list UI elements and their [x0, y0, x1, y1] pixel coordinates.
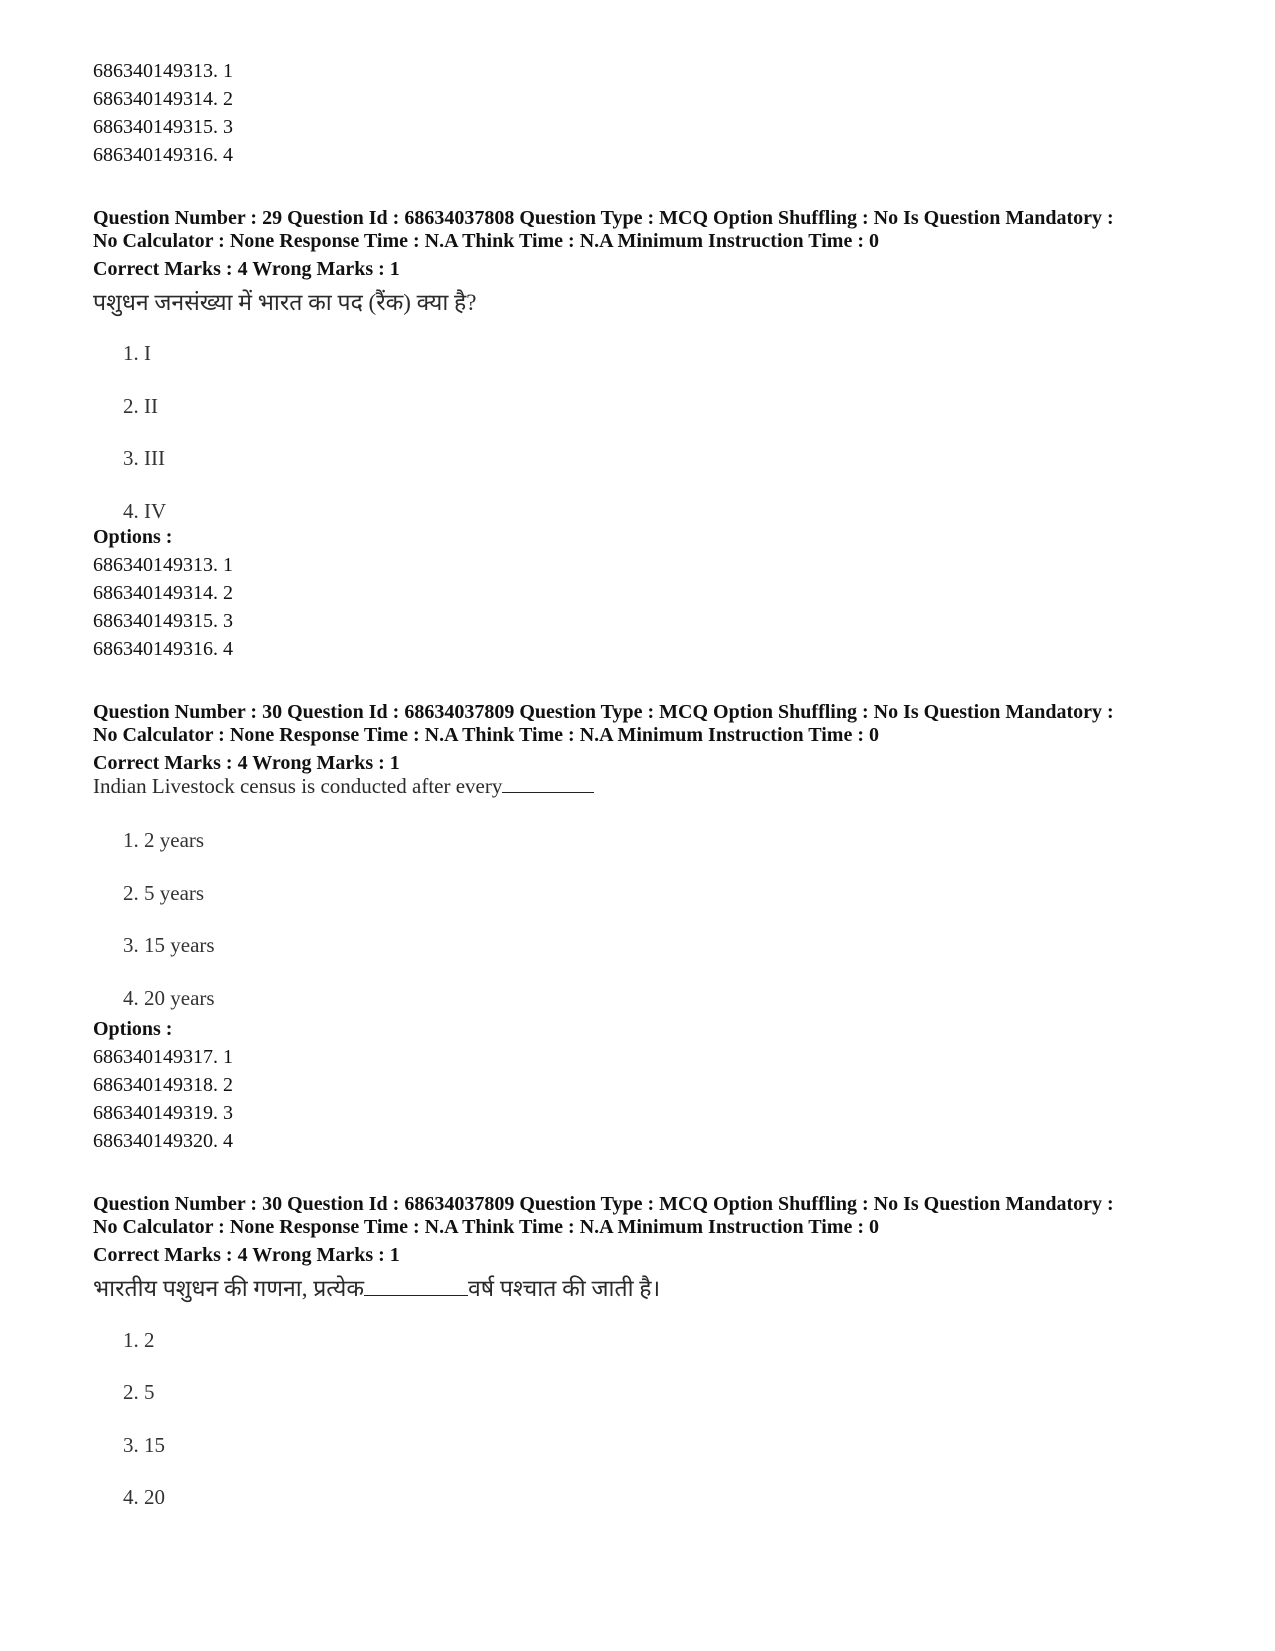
answer-choice: 1. I [123, 341, 151, 365]
answer-choice: 3. 15 years [123, 933, 215, 957]
question-header-line-2: No Calculator : None Response Time : N.A Think Time : N.A Minimum Instruction Time : 0 [93, 230, 879, 252]
answer-choice: 2. 5 [123, 1380, 155, 1404]
question-prompt [93, 1271, 660, 1303]
options-label: Options : [93, 526, 173, 548]
question-prompt-text-before: भारतीय पशुधन की गणना, प्रत्येक [93, 1276, 364, 1301]
question-header-line-2: No Calculator : None Response Time : N.A Think Time : N.A Minimum Instruction Time : 0 [93, 724, 879, 746]
option-id-line: 686340149315. 3 [93, 610, 233, 632]
question-header-line-2: No Calculator : None Response Time : N.A Think Time : N.A Minimum Instruction Time : 0 [93, 1216, 879, 1238]
option-id-line: 686340149317. 1 [93, 1046, 233, 1068]
answer-choice: 2. II [123, 394, 158, 418]
question-header-line-1: Question Number : 29 Question Id : 68634037808 Question Type : MCQ Option Shuffling : No Is Question Mandatory : [93, 207, 1114, 229]
answer-choice: 3. III [123, 446, 165, 470]
answer-choice: 4. IV [123, 499, 167, 523]
question-marks: Correct Marks : 4 Wrong Marks : 1 [93, 752, 400, 774]
question-prompt [93, 774, 594, 799]
option-id-line: 686340149313. 1 [93, 554, 233, 576]
question-prompt-text: Indian Livestock census is conducted after every [93, 774, 503, 798]
option-id-line: 686340149314. 2 [93, 582, 233, 604]
question-header-line-1: Question Number : 30 Question Id : 68634037809 Question Type : MCQ Option Shuffling : No Is Question Mandatory : [93, 701, 1114, 723]
option-id-line: 686340149313. 1 [93, 60, 233, 82]
option-id-line: 686340149320. 4 [93, 1130, 233, 1152]
answer-choice: 4. 20 [123, 1485, 165, 1509]
fill-in-blank [364, 1294, 468, 1296]
answer-choice: 3. 15 [123, 1433, 165, 1457]
question-marks: Correct Marks : 4 Wrong Marks : 1 [93, 258, 400, 280]
answer-choice: 1. 2 [123, 1328, 155, 1352]
option-id-line: 686340149318. 2 [93, 1074, 233, 1096]
option-id-line: 686340149319. 3 [93, 1102, 233, 1124]
question-prompt: पशुधन जनसंख्या में भारत का पद (रैंक) क्या है? [93, 290, 477, 315]
option-id-line: 686340149316. 4 [93, 144, 233, 166]
question-header-line-1: Question Number : 30 Question Id : 68634037809 Question Type : MCQ Option Shuffling : No Is Question Mandatory : [93, 1193, 1114, 1215]
answer-choice: 4. 20 years [123, 986, 215, 1010]
option-id-line: 686340149314. 2 [93, 88, 233, 110]
question-marks: Correct Marks : 4 Wrong Marks : 1 [93, 1244, 400, 1266]
answer-choice: 1. 2 years [123, 828, 205, 852]
fill-in-blank [502, 791, 594, 793]
options-label: Options : [93, 1018, 173, 1040]
answer-choice: 2. 5 years [123, 881, 205, 905]
option-id-line: 686340149315. 3 [93, 116, 233, 138]
question-prompt-text-after: वर्ष पश्चात की जाती है। [468, 1276, 661, 1301]
option-id-line: 686340149316. 4 [93, 638, 233, 660]
